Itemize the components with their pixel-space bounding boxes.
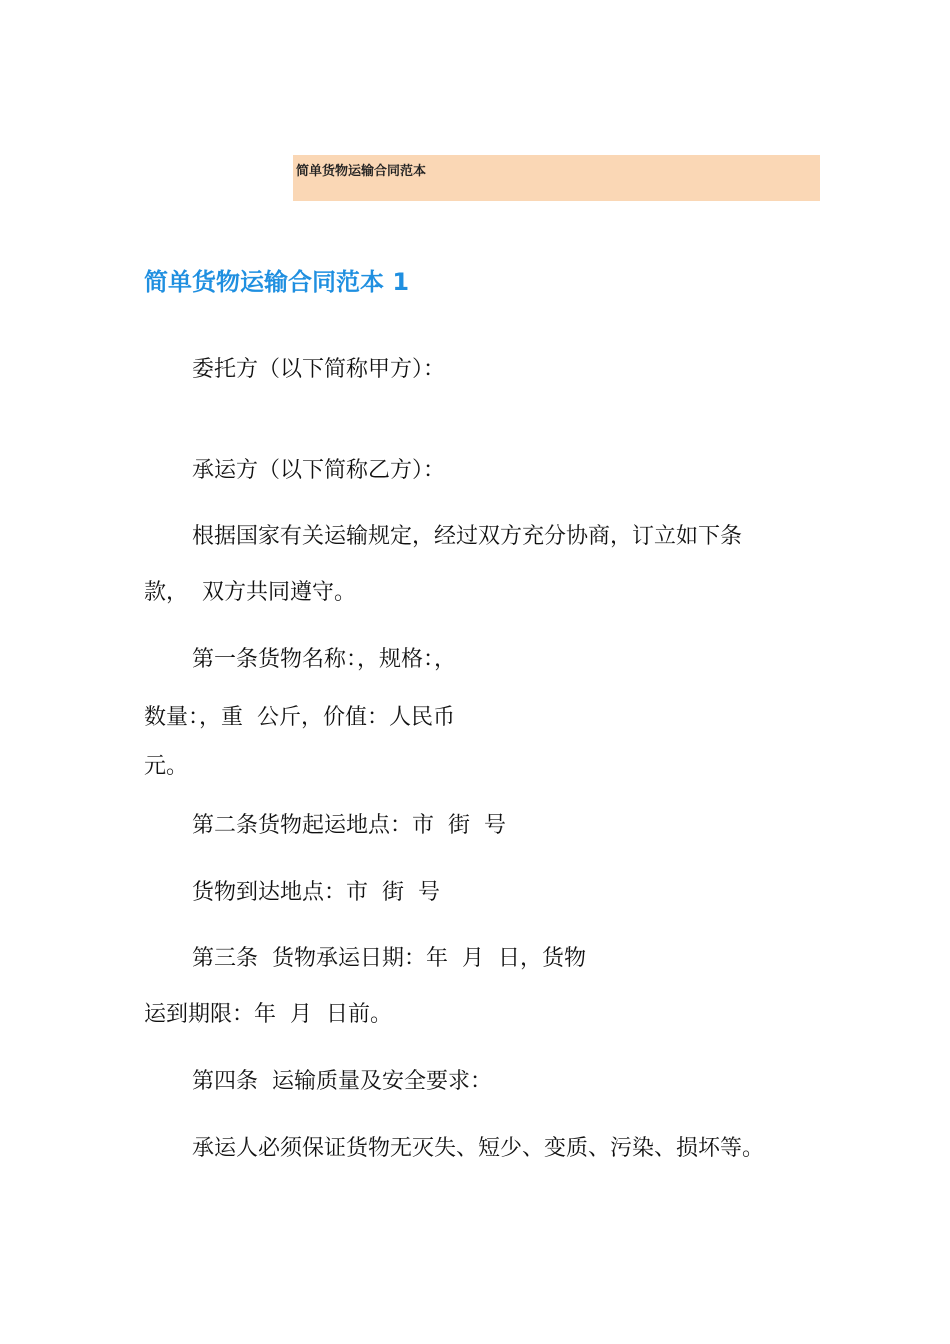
- preamble-line-1: 根据国家有关运输规定，经过双方充分协商，订立如下条: [192, 524, 743, 549]
- article-4-heading: 第四条 运输质量及安全要求：: [192, 1069, 492, 1094]
- article-1-line-3: 元。: [144, 754, 189, 779]
- article-2-line-2: 货物到达地点：市 街 号: [192, 880, 440, 905]
- article-2-line-1: 第二条货物起运地点：市 街 号: [192, 813, 506, 838]
- article-4-line-1: 承运人必须保证货物无灭失、短少、变质、污染、损坏等。: [192, 1136, 765, 1161]
- title-banner: [293, 155, 820, 201]
- article-1-line-2: 数量：，重 公斤，价值：人民币: [144, 705, 455, 730]
- client-party-line: 委托方（以下简称甲方）：: [192, 357, 446, 382]
- article-3-line-1: 第三条 货物承运日期：年 月 日，货物: [192, 946, 586, 971]
- banner-title: 简单货物运输合同范本: [296, 164, 427, 179]
- section-heading: 简单货物运输合同范本 1: [144, 268, 410, 296]
- article-1-line-1: 第一条货物名称：，规格：，: [192, 647, 457, 672]
- article-3-line-2: 运到期限：年 月 日前。: [144, 1002, 392, 1027]
- carrier-party-line: 承运方（以下简称乙方）：: [192, 458, 446, 483]
- preamble-line-2: 款， 双方共同遵守。: [144, 580, 356, 605]
